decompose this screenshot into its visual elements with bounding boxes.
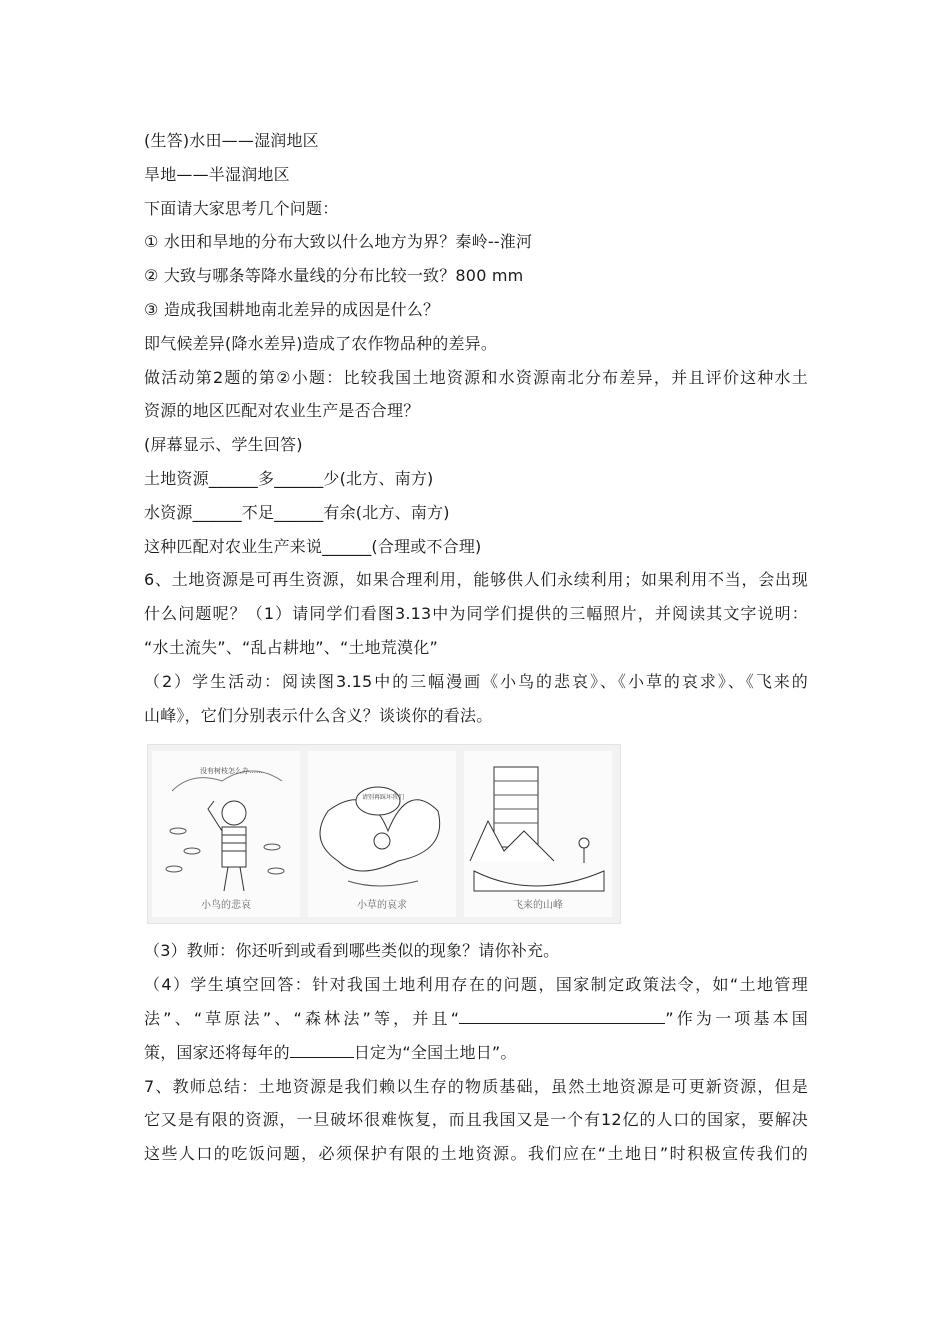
policy-blank — [459, 1008, 665, 1024]
text-line: 6、土地资源是可再生资源，如果合理利用，能够供人们永续利用；如果利用不当，会出现 — [144, 570, 808, 590]
question-2: ② 大致与哪条等降水量线的分布比较一致？800 mm — [144, 266, 524, 286]
document-body — [144, 124, 808, 1171]
text-line: “水土流失”、“乱占耕地”、“土地荒漠化” — [144, 637, 438, 657]
text-line: 旱地——半湿润地区 — [144, 164, 290, 184]
comic-caption-mountain: 飞来的山峰 — [513, 900, 563, 912]
fill-line-water: 水资源______不足______有余(北方、南方) — [144, 502, 450, 522]
fill-line-policy: 法”、“草原法”、“森林法”等，并且“ ”作为一项基本国 — [144, 1008, 809, 1028]
fill-line-land: 土地资源______多______少(北方、南方) — [144, 468, 434, 488]
text-line: （2）学生活动：阅读图3.15中的三幅漫画《小鸟的悲哀》、《小草的哀求》、《飞来的 — [144, 671, 808, 691]
comic-panel-grass — [308, 751, 456, 917]
question-1: ① 水田和旱地的分布大致以什么地方为界？秦岭--淮河 — [144, 232, 533, 252]
fill-line-land-day: 策，国家还将每年的 日定为“全国土地日”。 — [144, 1042, 517, 1062]
text-line: 资源的地区匹配对农业生产是否合理？ — [144, 401, 420, 421]
fill-line-match: 这种匹配对农业生产来说______(合理或不合理) — [144, 536, 482, 556]
text-line: 这些人口的吃饭问题，必须保护有限的土地资源。我们应在“土地日”时积极宣传我们的 — [144, 1144, 808, 1164]
mountain-comic-illustration — [464, 751, 612, 917]
text-line: 什么问题呢？（1）请同学们看图3.13中为同学们提供的三幅照片，并阅读其文字说明： — [144, 604, 808, 624]
text-line: （3）教师：你还听到或看到哪些类似的现象？请你补充。 — [144, 941, 560, 961]
text-line: 7、教师总结：土地资源是我们赖以生存的物质基础，虽然土地资源是可更新资源，但是 — [144, 1076, 808, 1096]
text-line: 下面请大家思考几个问题： — [144, 198, 339, 218]
text-line: 做活动第2题的第②小题：比较我国土地资源和水资源南北分布差异，并且评价这种水土 — [144, 367, 808, 387]
comic-caption-bird: 小鸟的悲哀 — [201, 900, 251, 912]
bird-speech-text: 没有树枝怎么办…… — [200, 767, 263, 776]
question-3: ③ 造成我国耕地南北差异的成因是什么？ — [144, 299, 440, 319]
text-line: 它又是有限的资源，一旦破坏很难恢复，而且我国又是一个有12亿的人口的国家，要解决 — [144, 1110, 808, 1130]
comic-panel-bird — [152, 751, 300, 917]
grass-comic-illustration — [308, 751, 456, 917]
text-line: （4）学生填空回答：针对我国土地利用存在的问题，国家制定政策法令，如“土地管理 — [144, 975, 808, 995]
text-line: 山峰》，它们分别表示什么含义？谈谈你的看法。 — [144, 705, 493, 725]
comic-strip — [147, 744, 621, 924]
text-line: (生答)水田——湿润地区 — [144, 131, 319, 150]
bird-comic-illustration — [152, 751, 300, 917]
comic-caption-grass: 小草的哀求 — [357, 900, 407, 912]
grass-speech-text: 请别再踩坏我们 — [362, 794, 405, 802]
text-line: (屏幕显示、学生回答) — [144, 435, 303, 455]
land-day-blank — [290, 1042, 354, 1058]
text-line: 即气候差异(降水差异)造成了农作物品种的差异。 — [144, 333, 498, 353]
comic-panel-mountain — [464, 751, 612, 917]
